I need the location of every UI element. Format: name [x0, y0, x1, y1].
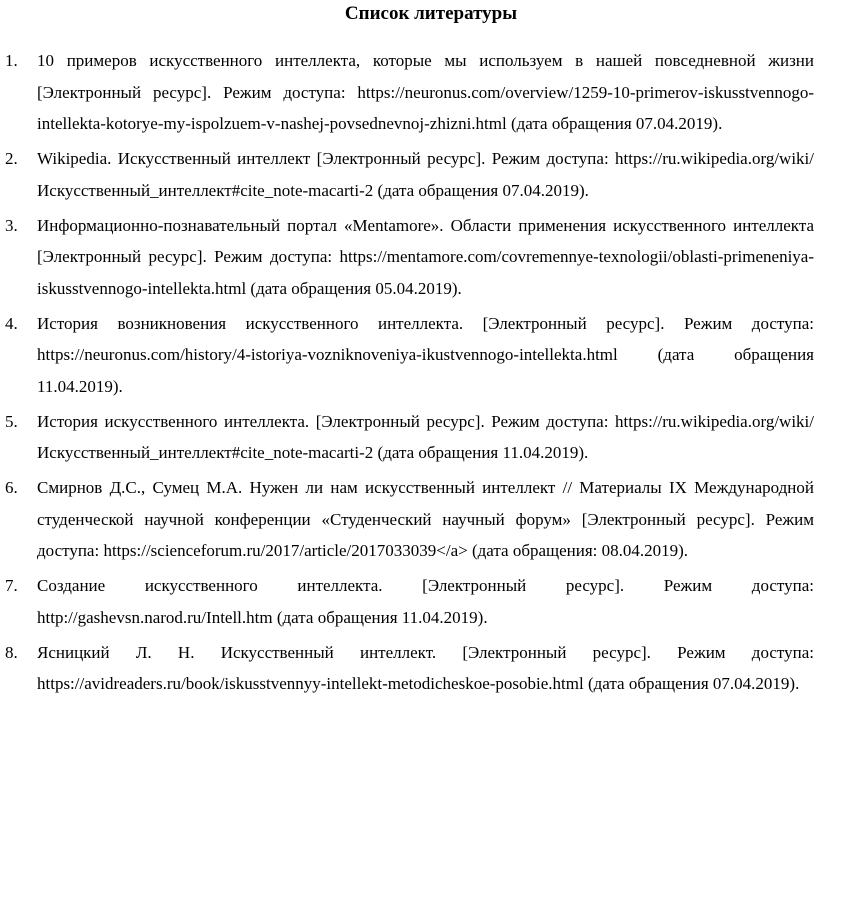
reference-text: Создание искусственного интеллекта. [Электронный ресурс]. Режим доступа: http://gashevsn.narod.ru/Intell.htm (дата обращения 11.04.2019).	[37, 576, 819, 627]
reference-number: 7.	[5, 576, 18, 596]
reference-number: 4.	[5, 313, 18, 333]
reference-item	[0, 570, 819, 633]
reference-item	[0, 45, 819, 140]
page-title: Список литературы	[344, 3, 518, 24]
reference-number: 6.	[5, 478, 18, 498]
reference-list	[0, 45, 819, 703]
reference-number: 3.	[5, 215, 18, 235]
reference-item	[0, 308, 819, 403]
reference-item	[0, 472, 819, 567]
reference-number: 5.	[5, 411, 18, 431]
reference-number: 8.	[5, 642, 18, 662]
reference-item	[0, 143, 816, 206]
reference-text: История искусственного интеллекта. [Электронный ресурс]. Режим доступа: https://ru.wikipedia.org/wiki/Искусственный_интеллект#cite_note-macarti-2 (дата обращения 11.04.2019).	[37, 411, 814, 463]
reference-text: Ясницкий Л. Н. Искусственный интеллект. [Электронный ресурс]. Режим доступа: https://avidreaders.ru/book/iskusstvennyy-intellekt-metodicheskoe-posobie.html (дата обращения 07.04.2019).	[37, 642, 819, 694]
reference-text: 10 примеров искусственного интеллекта, которые мы используем в нашей повседневной жизни [Электронный ресурс]. Режим доступа: https://neuronus.com/overview/1259-10-primerov-iskusstvennogo-intellekta-kotorye-my-ispolzuem-v-nashej-povsednevnoj-zhizni.html (дата обращения 07.04.2019).	[37, 51, 819, 134]
reference-text: Wikipedia. Искусственный интеллект [Электронный ресурс]. Режим доступа: https://ru.wikipedia.org/wiki/Искусственный_интеллект#cite_note-macarti-2 (дата обращения 07.04.2019).	[37, 149, 814, 200]
reference-item	[0, 210, 819, 305]
reference-number: 1.	[5, 51, 18, 70]
reference-text: История возникновения искусственного интеллекта. [Электронный ресурс]. Режим доступа: https://neuronus.com/history/4-istoriya-vozniknoveniya-ikustvennogo-intellekta.html (дата обращения 11.04.2019).	[37, 313, 819, 396]
reference-text: Информационно-познавательный портал «Mentamore». Области применения искусственного интеллекта [Электронный ресурс]. Режим доступа: https://mentamore.com/covremennye-texnologii/oblasti-primeneniya-iskusstvennogo-intellekta.html (дата обращения 05.04.2019).	[37, 215, 819, 298]
reference-item	[0, 406, 816, 469]
reference-item	[0, 637, 819, 700]
reference-text: Смирнов Д.С., Сумец М.А. Нужен ли нам искусственный интеллект // Материалы IX Международной студенческой научной конференции «Студенческий научный форум» [Электронный ресурс]. Режим доступа: https://scienceforum.ru/2017/article/2017033039</a> (дата обращения: 08.04.2019).	[37, 478, 819, 561]
reference-number: 2.	[5, 149, 18, 169]
